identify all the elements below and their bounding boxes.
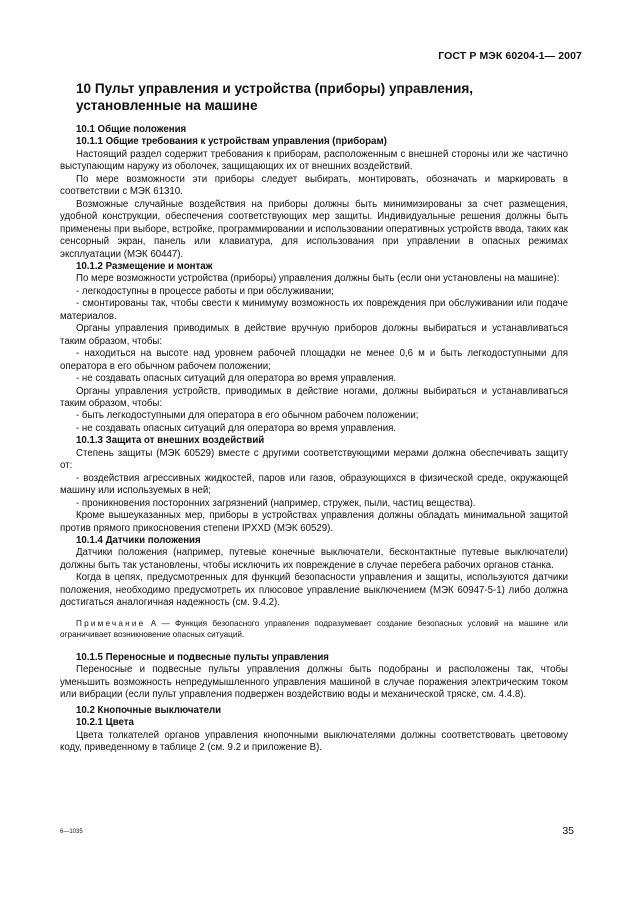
paragraph: По мере возможности устройства (приборы) управления должны быть (если они установлены на машине):: [76, 273, 560, 285]
heading-10-2: 10.2 Кнопочные выключатели: [76, 704, 222, 716]
list-item: - проникновения посторонних загрязнений (например, стружек, пыли, частиц вещества).: [76, 497, 476, 509]
list-item: - смонтированы так, чтобы свести к минимуму возможность их повреждения при обслуживании или подаче материалов.: [60, 298, 568, 322]
paragraph: Когда в цепях, предусмотренных для функций безопасности управления и защиты, используются датчики положения, необходимо предусмотреть их плюсовое управление выключением (МЭК 60947-5-1) либо должна достигаться аналогичная надежность (см. 9.4.2).: [60, 572, 568, 609]
page-number: 35: [562, 825, 574, 837]
note: [60, 618, 568, 641]
document-id: ГОСТ Р МЭК 60204-1— 2007: [438, 50, 582, 62]
list-item: - быть легкодоступными для оператора в его обычном рабочем положении;: [76, 410, 419, 422]
paragraph: Органы управления приводимых в действие вручную приборов должны выбираться и устанавливаться таким образом, чтобы:: [60, 323, 568, 347]
paragraph: Возможные случайные воздействия на приборы должны быть минимизированы за счет размещения, удобной конструкции, обеспечения соответствующих мер защиты. Индивидуальные решения должны быть применены при выборе, встройке, программировании и использовании оперативных устройств ввода, таких как сенсорный экран, панель или клавиатура, для использования при управлении в опасных режимах эксплуатации (МЭК 60447).: [60, 198, 568, 260]
note-lead: Примечание: [76, 618, 146, 628]
paragraph: Степень защиты (МЭК 60529) вместе с другими соответствующими мерами должна обеспечивать защиту от:: [60, 447, 568, 472]
paragraph: Цвета толкателей органов управления кнопочными выключателями должны соответствовать цветовому коду, приведенному в таблице 2 (см. 9.2 и приложение В).: [60, 729, 568, 754]
heading-10-1-3: 10.1.3 Защита от внешних воздействий: [76, 435, 265, 447]
footer-code: 6—1035: [60, 829, 83, 835]
paragraph: Датчики положения (например, путевые конечные выключатели, бесконтактные путевые выключатели) должны быть так установлены, чтобы исключить их повреждение в случае перебега рабочих органов станка.: [60, 547, 568, 571]
paragraph: Настоящий раздел содержит требования к приборам, расположенным с внешней стороны или же частично выступающим наружу из оболочек, защищающих их от внешних воздействий.: [60, 148, 568, 173]
heading-10-1-1: 10.1.1 Общие требования к устройствам управления (приборам): [76, 136, 387, 148]
heading-10-1-2: 10.1.2 Размещение и монтаж: [76, 260, 213, 272]
paragraph: Переносные и подвесные пульты управления должны быть подобраны и расположены так, чтобы уменьшить возможность непредумышленного управления машиной в случае поражения электрическим током или вибрации (если пульт управления подвержен воздействию воды и механической тряске, см. 4.4.8).: [60, 664, 568, 701]
heading-10-1-5: 10.1.5 Переносные и подвесные пульты управления: [76, 651, 329, 663]
heading-10-2-1: 10.2.1 Цвета: [76, 717, 134, 729]
body-text: [60, 124, 568, 754]
list-item: - не создавать опасных ситуаций для оператора во время управления.: [76, 373, 397, 385]
paragraph: Кроме вышеуказанных мер, приборы в устройствах управления должны обладать минимальной защитой против прямого прикосновения степени IPXXD (МЭК 60529).: [60, 510, 568, 534]
paragraph: По мере возможности эти приборы следует выбирать, монтировать, обозначать и маркировать в соответствии с МЭК 61310.: [60, 173, 568, 198]
note-text: А — Функция безопасного управления подразумевает создание безопасных условий на машине или ограничивает возникновение опасных ситуаций.: [60, 618, 568, 640]
list-item: - воздействия агрессивных жидкостей, паров или газов, образующихся в физической среде, окружающей машину или используемых в ней;: [60, 472, 568, 497]
list-item: - находиться на высоте над уровнем рабочей площадки не менее 0,6 м и быть легкодоступными для оператора в его обычном рабочем положении;: [60, 348, 568, 372]
paragraph: Органы управления устройств, приводимых в действие ногами, должны выбираться и устанавливаться таким образом, чтобы:: [60, 385, 568, 409]
list-item: - не создавать опасных ситуаций для оператора во время управления.: [76, 422, 397, 434]
section-title: 10 Пульт управления и устройства (приборы) управления, установленные на машине: [76, 81, 474, 113]
heading-10-1: 10.1 Общие положения: [76, 124, 187, 135]
heading-10-1-4: 10.1.4 Датчики положения: [76, 534, 201, 546]
list-item: - легкодоступны в процессе работы и при обслуживании;: [76, 285, 334, 297]
